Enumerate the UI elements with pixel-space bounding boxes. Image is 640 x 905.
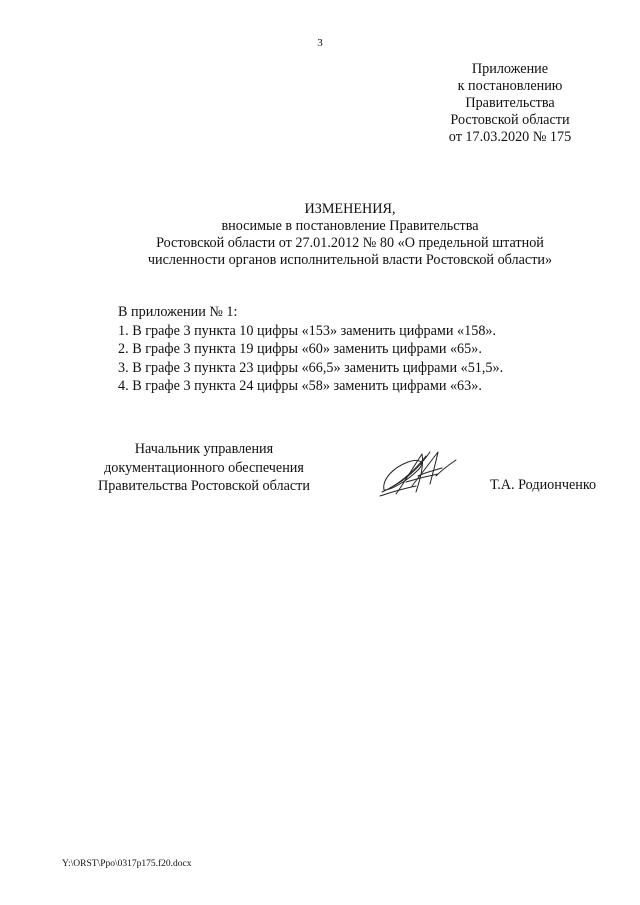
appendix-date-number: от 17.03.2020 № 175 <box>448 129 572 145</box>
change-item: 4. В графе 3 пункта 24 цифры «58» заменить цифрами «63». <box>118 378 482 395</box>
file-path: Y:\ORST\Ppo\0317p175.f20.docx <box>62 859 192 869</box>
change-item: 1. В графе 3 пункта 10 цифры «153» заменить цифрами «158». <box>118 322 497 339</box>
document-heading <box>60 201 640 269</box>
signatory-position <box>84 440 324 496</box>
signatory-name: Т.А. Родионченко <box>490 477 597 493</box>
appendix-line: Правительства <box>465 95 555 111</box>
handwritten-signature <box>376 446 466 502</box>
appendix-line: Приложение <box>471 61 549 77</box>
appendix-header <box>420 61 600 146</box>
change-item: 3. В графе 3 пункта 23 цифры «66,5» заменить цифрами «51,5». <box>118 359 504 376</box>
page-number: 3 <box>317 37 323 49</box>
signatory-position-line: документационного обеспечения <box>104 459 304 476</box>
changes-list <box>118 303 618 396</box>
appendix-line: к постановлению <box>457 78 563 94</box>
heading-title: ИЗМЕНЕНИЯ, <box>304 201 396 217</box>
heading-line: Ростовской области от 27.01.2012 № 80 «О предельной штатной <box>156 235 544 251</box>
heading-line: численности органов исполнительной власти Ростовской области» <box>147 252 553 268</box>
signatory-position-line: Правительства Ростовской области <box>98 478 310 494</box>
changes-intro: В приложении № 1: <box>118 304 238 320</box>
appendix-line: Ростовской области <box>450 112 570 128</box>
signatory-position-line: Начальник управления <box>134 441 274 457</box>
change-item: 2. В графе 3 пункта 19 цифры «60» заменить цифрами «65». <box>118 341 482 358</box>
heading-line: вносимые в постановление Правительства <box>221 218 479 234</box>
